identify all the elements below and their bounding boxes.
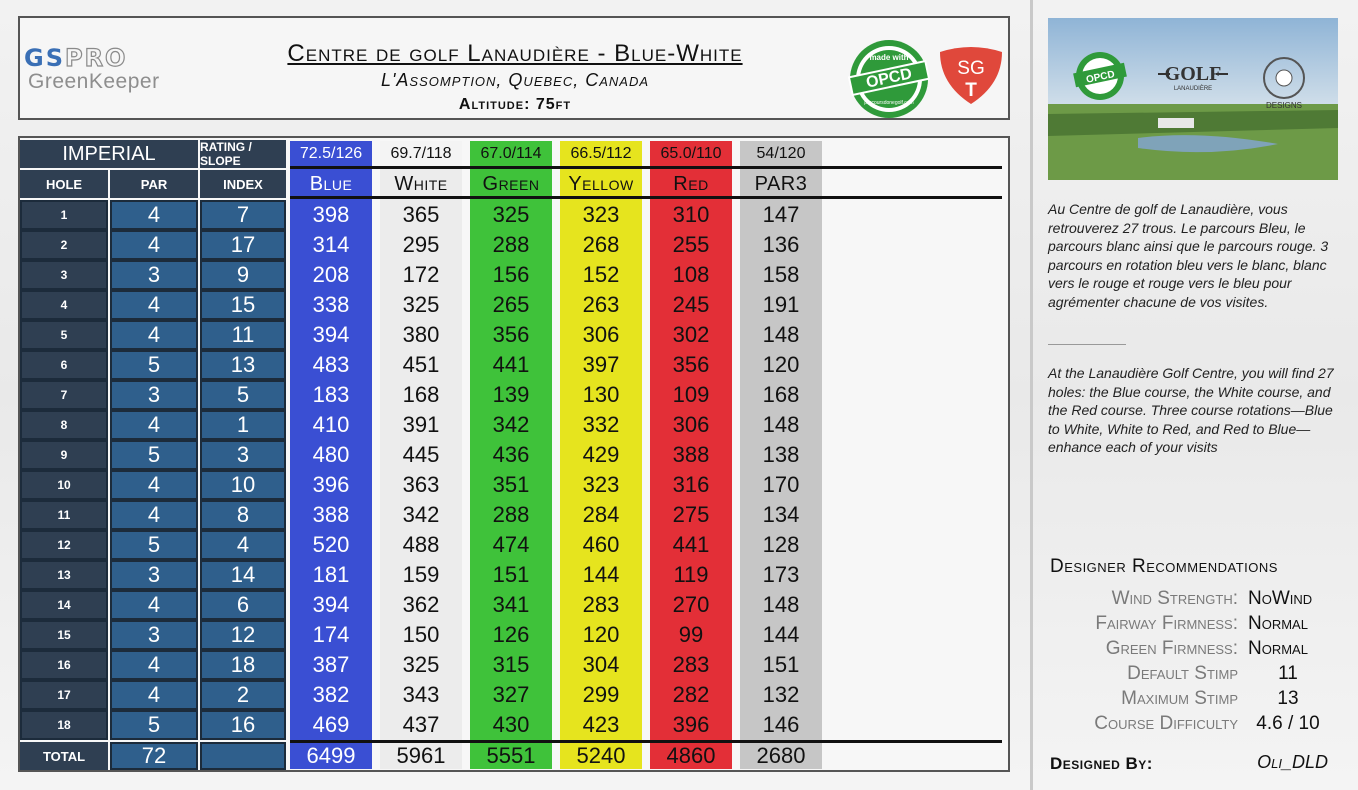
tee-yardage: 388 <box>672 442 710 467</box>
tee-yardage: 387 <box>312 652 350 677</box>
tee-yardage: 144 <box>762 622 800 647</box>
svg-text:OPCD: OPCD <box>864 65 914 92</box>
tee-name-green: Green <box>482 172 540 195</box>
tee-yardage: 382 <box>312 682 350 707</box>
tee-yardage: 295 <box>402 232 440 257</box>
rating-slope-label: RATING / SLOPE <box>200 140 286 168</box>
svg-text:T: T <box>965 80 977 101</box>
recommendation-value: Normal <box>1248 613 1308 634</box>
tee-yardage: 168 <box>402 382 440 407</box>
table-divider-line <box>290 196 1002 199</box>
hole-number: 12 <box>20 530 108 560</box>
svg-text:OPCD: OPCD <box>1085 69 1116 86</box>
tee-yardage: 148 <box>762 412 800 437</box>
hole-number: 8 <box>20 410 108 440</box>
tee-total: 5961 <box>396 743 446 768</box>
hole-number: 11 <box>20 500 108 530</box>
hole-par: 5 <box>110 440 198 470</box>
tee-yardage: 159 <box>402 562 440 587</box>
tee-yardage: 327 <box>492 682 530 707</box>
gspro-logo: GSPRO <box>24 44 128 72</box>
tee-yardage: 148 <box>762 322 800 347</box>
tee-yardage: 283 <box>582 592 620 617</box>
tee-yardage: 282 <box>672 682 710 707</box>
tee-yardage: 288 <box>492 232 530 257</box>
hole-number: 13 <box>20 560 108 590</box>
hole-index: 10 <box>200 470 286 500</box>
tee-yardage: 388 <box>312 502 350 527</box>
tee-yardage: 170 <box>762 472 800 497</box>
tee-yardage: 441 <box>492 352 530 377</box>
hole-index: 11 <box>200 320 286 350</box>
tee-yardage: 255 <box>672 232 710 257</box>
tee-yardage: 396 <box>672 712 710 737</box>
tee-yardage: 151 <box>492 562 530 587</box>
tee-yardage: 343 <box>402 682 440 707</box>
recommendation-label: Default Stimp <box>1127 663 1238 684</box>
hole-par: 3 <box>110 380 198 410</box>
tee-yardage: 138 <box>762 442 800 467</box>
tee-name-white: White <box>394 172 448 195</box>
hole-number: 18 <box>20 710 108 740</box>
tee-yardage: 128 <box>762 532 800 557</box>
hole-index: 4 <box>200 530 286 560</box>
tee-yardage: 245 <box>672 292 710 317</box>
hole-index: 9 <box>200 260 286 290</box>
tee-total: 5551 <box>486 743 536 768</box>
hole-par: 4 <box>110 590 198 620</box>
tee-yardage: 380 <box>402 322 440 347</box>
index-total-empty <box>200 742 286 770</box>
hole-index: 17 <box>200 230 286 260</box>
hole-index: 7 <box>200 200 286 230</box>
tee-yardage: 316 <box>672 472 710 497</box>
tee-yardage: 183 <box>312 382 350 407</box>
tee-yardage: 173 <box>762 562 800 587</box>
tee-yardage: 139 <box>492 382 530 407</box>
recommendation-label: Wind Strength: <box>1111 588 1238 609</box>
tee-yardage: 520 <box>312 532 350 557</box>
recommendation-value: NoWind <box>1248 588 1313 609</box>
tee-yardage: 263 <box>582 292 620 317</box>
recommendation-value: 4.6 / 10 <box>1256 713 1320 734</box>
par-column-header: PAR <box>110 170 198 198</box>
hole-par: 4 <box>110 410 198 440</box>
tee-yardage: 474 <box>492 532 530 557</box>
tee-yardage: 130 <box>582 382 620 407</box>
svg-text:made with: made with <box>869 53 909 62</box>
tee-yardage: 174 <box>312 622 350 647</box>
tee-rating-red: 65.0/110 <box>650 141 732 167</box>
tee-name-red: Red <box>673 172 709 195</box>
tee-yardage: 342 <box>492 412 530 437</box>
tee-yardage: 398 <box>312 202 350 227</box>
tee-yardage: 323 <box>582 472 620 497</box>
hole-index: 15 <box>200 290 286 320</box>
tee-yardage: 99 <box>678 622 704 647</box>
hole-number: 6 <box>20 350 108 380</box>
tee-name-yellow: Yellow <box>568 172 634 195</box>
tee-yardage: 391 <box>402 412 440 437</box>
tee-rating-white: 69.7/118 <box>380 141 462 167</box>
hole-index: 2 <box>200 680 286 710</box>
hole-index: 13 <box>200 350 286 380</box>
tee-yardage: 152 <box>582 262 620 287</box>
hole-par: 4 <box>110 230 198 260</box>
tee-yardage: 306 <box>672 412 710 437</box>
hole-number: 16 <box>20 650 108 680</box>
hole-number: 17 <box>20 680 108 710</box>
tee-yardage: 283 <box>672 652 710 677</box>
hole-number: 10 <box>20 470 108 500</box>
hole-index: 12 <box>200 620 286 650</box>
tee-yardage: 208 <box>312 262 350 287</box>
designed-by-label: Designed By: <box>1050 754 1153 773</box>
hole-number: 5 <box>20 320 108 350</box>
hole-number: 4 <box>20 290 108 320</box>
hole-number: 14 <box>20 590 108 620</box>
tee-yardage: 323 <box>582 202 620 227</box>
tee-yardage: 265 <box>492 292 530 317</box>
hole-par: 4 <box>110 680 198 710</box>
tee-yardage: 469 <box>312 712 350 737</box>
tee-yardage: 488 <box>402 532 440 557</box>
course-title: Centre de golf Lanaudière - Blue-White <box>287 40 743 67</box>
hole-index: 3 <box>200 440 286 470</box>
tee-yardage: 394 <box>312 592 350 617</box>
tee-yardage: 460 <box>582 532 620 557</box>
tee-yardage: 325 <box>402 652 440 677</box>
svg-text:GOLF: GOLF <box>1164 63 1222 85</box>
tee-yardage: 332 <box>582 412 620 437</box>
tee-yardage: 306 <box>582 322 620 347</box>
description-separator <box>1048 344 1126 345</box>
course-photo <box>1048 18 1338 180</box>
recommendation-label: Course Difficulty <box>1094 713 1238 734</box>
tee-yardage: 146 <box>762 712 800 737</box>
tee-yardage: 436 <box>492 442 530 467</box>
tee-yardage: 120 <box>762 352 800 377</box>
recommendation-label: Maximum Stimp <box>1121 688 1238 709</box>
tee-yardage: 310 <box>672 202 710 227</box>
tee-yardage: 480 <box>312 442 350 467</box>
tee-yardage: 172 <box>402 262 440 287</box>
tee-yardage: 429 <box>582 442 620 467</box>
hole-par: 5 <box>110 710 198 740</box>
tee-yardage: 430 <box>492 712 530 737</box>
tee-yardage: 356 <box>672 352 710 377</box>
tee-yardage: 270 <box>672 592 710 617</box>
tee-yardage: 451 <box>402 352 440 377</box>
hole-index: 5 <box>200 380 286 410</box>
tee-yardage: 150 <box>402 622 440 647</box>
tee-rating-blue: 72.5/126 <box>290 141 372 167</box>
sgt-shield-icon <box>936 44 1006 106</box>
tee-yardage: 132 <box>762 682 800 707</box>
tee-yardage: 168 <box>762 382 800 407</box>
tee-yardage: 394 <box>312 322 350 347</box>
tee-yardage: 365 <box>402 202 440 227</box>
hole-index: 1 <box>200 410 286 440</box>
tee-yardage: 314 <box>312 232 350 257</box>
tee-yardage: 191 <box>762 292 800 317</box>
tee-total: 6499 <box>306 743 356 768</box>
tee-yardage: 338 <box>312 292 350 317</box>
hole-number: 15 <box>20 620 108 650</box>
tee-yardage: 396 <box>312 472 350 497</box>
hole-par: 5 <box>110 350 198 380</box>
hole-par: 4 <box>110 470 198 500</box>
tee-yardage: 397 <box>582 352 620 377</box>
tee-yardage: 151 <box>762 652 800 677</box>
hole-index: 8 <box>200 500 286 530</box>
tee-yardage: 148 <box>762 592 800 617</box>
designer-name: Oli_DLD <box>1257 752 1328 772</box>
hole-index: 6 <box>200 590 286 620</box>
tee-yardage: 356 <box>492 322 530 347</box>
hole-par: 5 <box>110 530 198 560</box>
tee-yardage: 136 <box>762 232 800 257</box>
units-label: IMPERIAL <box>20 140 198 168</box>
tee-total: 4860 <box>666 743 716 768</box>
tee-yardage: 108 <box>672 262 710 287</box>
tee-yardage: 126 <box>492 622 530 647</box>
svg-text:LANAUDIÈRE: LANAUDIÈRE <box>1173 86 1213 92</box>
tee-yardage: 423 <box>582 712 620 737</box>
recommendation-label: Fairway Firmness: <box>1095 613 1238 634</box>
hole-par: 3 <box>110 560 198 590</box>
tee-rating-yellow: 66.5/112 <box>560 141 642 167</box>
recommendation-value: 11 <box>1278 663 1298 684</box>
tee-total: 5240 <box>576 743 626 768</box>
hole-par: 3 <box>110 620 198 650</box>
tee-yardage: 437 <box>402 712 440 737</box>
tee-name-par3: PAR3 <box>754 172 808 195</box>
tee-yardage: 325 <box>492 202 530 227</box>
hole-par: 4 <box>110 500 198 530</box>
svg-text:DESIGNS: DESIGNS <box>1265 101 1303 110</box>
recommendation-value: 13 <box>1277 688 1299 709</box>
tee-yardage: 144 <box>582 562 620 587</box>
hole-column-header: HOLE <box>20 170 108 198</box>
hole-number: 1 <box>20 200 108 230</box>
tee-yardage: 363 <box>402 472 440 497</box>
tee-yardage: 275 <box>672 502 710 527</box>
tee-yardage: 181 <box>312 562 350 587</box>
course-altitude: Altitude: 75ft <box>458 96 572 113</box>
opcd-badge-icon <box>848 38 930 120</box>
hole-par: 4 <box>110 290 198 320</box>
course-photo-image <box>1048 18 1338 180</box>
tee-yardage: 302 <box>672 322 710 347</box>
svg-text:parcoursdonegolf.com: parcoursdonegolf.com <box>864 100 914 106</box>
tee-yardage: 410 <box>312 412 350 437</box>
hole-number: 7 <box>20 380 108 410</box>
recommendation-label: Green Firmness: <box>1105 638 1238 659</box>
tee-yardage: 156 <box>492 262 530 287</box>
tee-yardage: 315 <box>492 652 530 677</box>
description-english: At the Lanaudière Golf Centre, you will find 27 holes: the Blue course, the White course, and the Red course. Three course rotations—Blue to White, White to Red, and Red to Blue—enhance each of your visits <box>1048 365 1334 455</box>
tee-name-blue: Blue <box>309 172 353 195</box>
tee-yardage: 284 <box>582 502 620 527</box>
hole-par: 4 <box>110 320 198 350</box>
tee-yardage: 288 <box>492 502 530 527</box>
tee-total: 2680 <box>756 743 806 768</box>
par-total: 72 <box>110 742 198 770</box>
tee-yardage: 445 <box>402 442 440 467</box>
tee-yardage: 120 <box>582 622 620 647</box>
tee-yardage: 109 <box>672 382 710 407</box>
hole-number: 3 <box>20 260 108 290</box>
course-location: L'Assomption, Quebec, Canada <box>380 70 650 90</box>
hole-index: 16 <box>200 710 286 740</box>
tee-rating-par3: 54/120 <box>740 141 822 167</box>
table-divider-line <box>290 740 1002 743</box>
tee-yardage: 341 <box>492 592 530 617</box>
hole-number: 9 <box>20 440 108 470</box>
description-french: Au Centre de golf de Lanaudière, vous retrouverez 27 trous. Le parcours Bleu, le parcours blanc ainsi que le parcours rouge. 3 parcours en rotation bleu vers le blanc, blanc vers le rouge et rouge vers le bleu pour agrémenter chacune de vos visites. <box>1048 201 1329 310</box>
tee-yardage: 362 <box>402 592 440 617</box>
greenkeeper-logo-text: GreenKeeper <box>28 70 160 93</box>
tee-yardage: 342 <box>402 502 440 527</box>
tee-yardage: 134 <box>762 502 800 527</box>
tee-yardage: 351 <box>492 472 530 497</box>
tee-yardage: 119 <box>673 562 709 587</box>
index-column-header: INDEX <box>200 170 286 198</box>
svg-text:SG: SG <box>957 58 985 79</box>
hole-par: 3 <box>110 260 198 290</box>
tee-yardage: 268 <box>582 232 620 257</box>
table-divider-line <box>290 166 1002 169</box>
total-label: TOTAL <box>20 742 108 770</box>
tee-yardage: 325 <box>402 292 440 317</box>
hole-par: 4 <box>110 650 198 680</box>
hole-index: 18 <box>200 650 286 680</box>
designer-recommendations-title: Designer Recommendations <box>1050 556 1278 577</box>
tee-yardage: 147 <box>762 202 800 227</box>
hole-par: 4 <box>110 200 198 230</box>
tee-yardage: 483 <box>312 352 350 377</box>
tee-yardage: 304 <box>582 652 620 677</box>
tee-yardage: 441 <box>672 532 710 557</box>
tee-yardage: 299 <box>582 682 620 707</box>
recommendation-value: Normal <box>1248 638 1308 659</box>
tee-yardage: 158 <box>762 262 800 287</box>
tee-rating-green: 67.0/114 <box>470 141 552 167</box>
hole-index: 14 <box>200 560 286 590</box>
panel-divider <box>1030 0 1033 790</box>
hole-number: 2 <box>20 230 108 260</box>
